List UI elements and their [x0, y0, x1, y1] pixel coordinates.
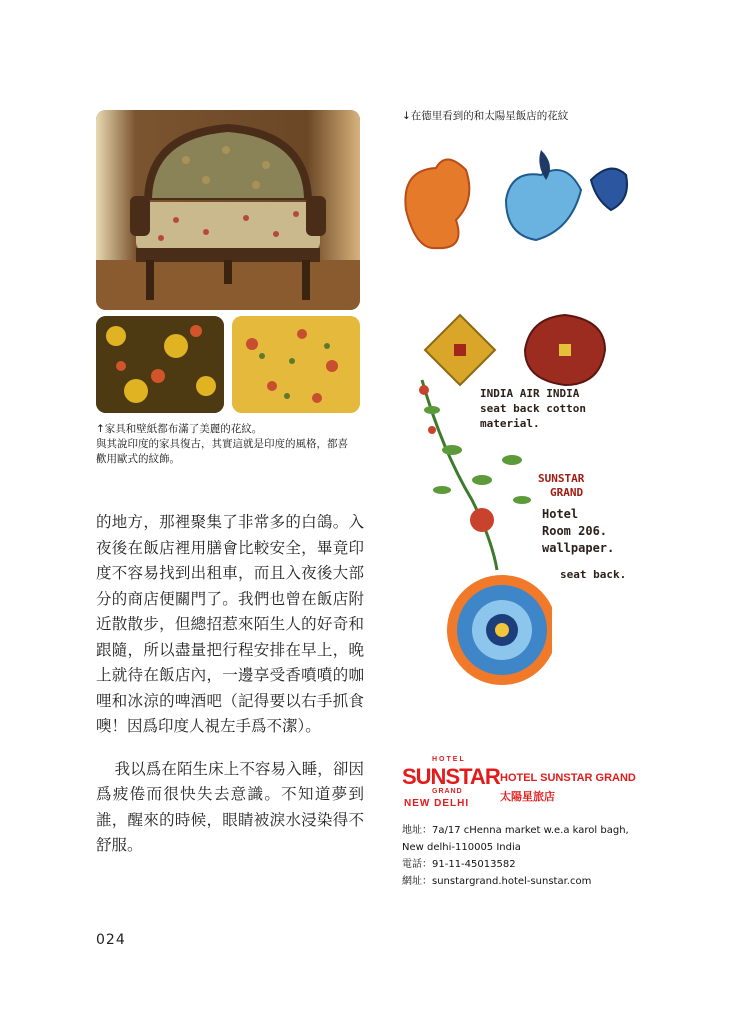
note-room: Room 206.: [542, 524, 608, 538]
handwritten-notes-2: [542, 506, 614, 557]
pattern-illustrations-top: [396, 140, 656, 270]
note-seat-back-2: seat back.: [560, 568, 627, 581]
sunstar-label: [538, 472, 584, 500]
phone-line: 電話：91-11-45013582: [402, 859, 516, 870]
pattern-caption: ↓在德里看到的和太陽星飯店的花紋: [402, 110, 569, 122]
note-material: material.: [480, 417, 540, 430]
logo-new-delhi-text: NEW DELHI: [404, 798, 470, 809]
address-line-1: 地址：7a/17 cHenna market w.e.a karol bagh,: [402, 825, 629, 836]
caption-line-1: ↑家具和壁紙都布滿了美麗的花紋。: [96, 423, 263, 435]
address-line-2: New delhi-110005 India: [402, 842, 521, 853]
logo-sunstar-text: SUNSTAR: [402, 764, 500, 789]
sofa-photo: [96, 110, 360, 310]
note-wallpaper: wallpaper.: [542, 541, 615, 555]
wallpaper-photo-dark: [96, 316, 224, 413]
caption-line-3: 歡用歐式的紋飾。: [96, 453, 180, 465]
note-seat-back: seat back cotton: [480, 402, 586, 415]
page-number: 024: [96, 932, 126, 948]
hotel-info: [402, 822, 702, 890]
body-text: [96, 510, 364, 876]
hotel-logo: [402, 756, 500, 814]
note-hotel: Hotel: [542, 507, 579, 521]
logo-hotel-text: HOTEL: [432, 756, 466, 763]
caption-line-2: 與其說印度的家具復古，其實這就是印度的風格，都喜: [96, 438, 348, 450]
note-sunstar: SUNSTAR: [538, 472, 585, 485]
website-line: 網址：sunstargrand.hotel-sunstar.com: [402, 876, 592, 887]
hotel-name-en: HOTEL SUNSTAR GRAND: [500, 772, 636, 784]
body-paragraph-1: 的地方，那裡聚集了非常多的白鴿。入夜後在飯店裡用膳會比較安全，畢竟印度不容易找到出租車，而且入夜後大部分的商店便關門了。我們也曾在飯店附近散散步，但總招惹來陌生人的好奇和跟隨，所以盡量把行程安排在早上，晚上就待在飯店內，一邊享受香噴噴的咖哩和冰涼的啤酒吧（記得要以右手抓食噢！因爲印度人視左手爲不潔）。: [96, 513, 364, 735]
note-grand: GRAND: [550, 486, 584, 499]
body-paragraph-2: 我以爲在陌生床上不容易入睡，卻因爲疲倦而很快失去意識。不知道夢到誰，醒來的時候，眼睛被淚水浸染得不舒服。: [96, 759, 364, 854]
note-india-air: INDIA AIR INDIA: [480, 387, 580, 400]
wallpaper-photo-yellow: [232, 316, 360, 413]
photo-caption: [96, 422, 366, 467]
hotel-name-zh: 太陽星旅店: [500, 791, 555, 803]
logo-grand-text: GRAND: [432, 788, 463, 795]
flower-vine-illustration: [402, 370, 552, 690]
